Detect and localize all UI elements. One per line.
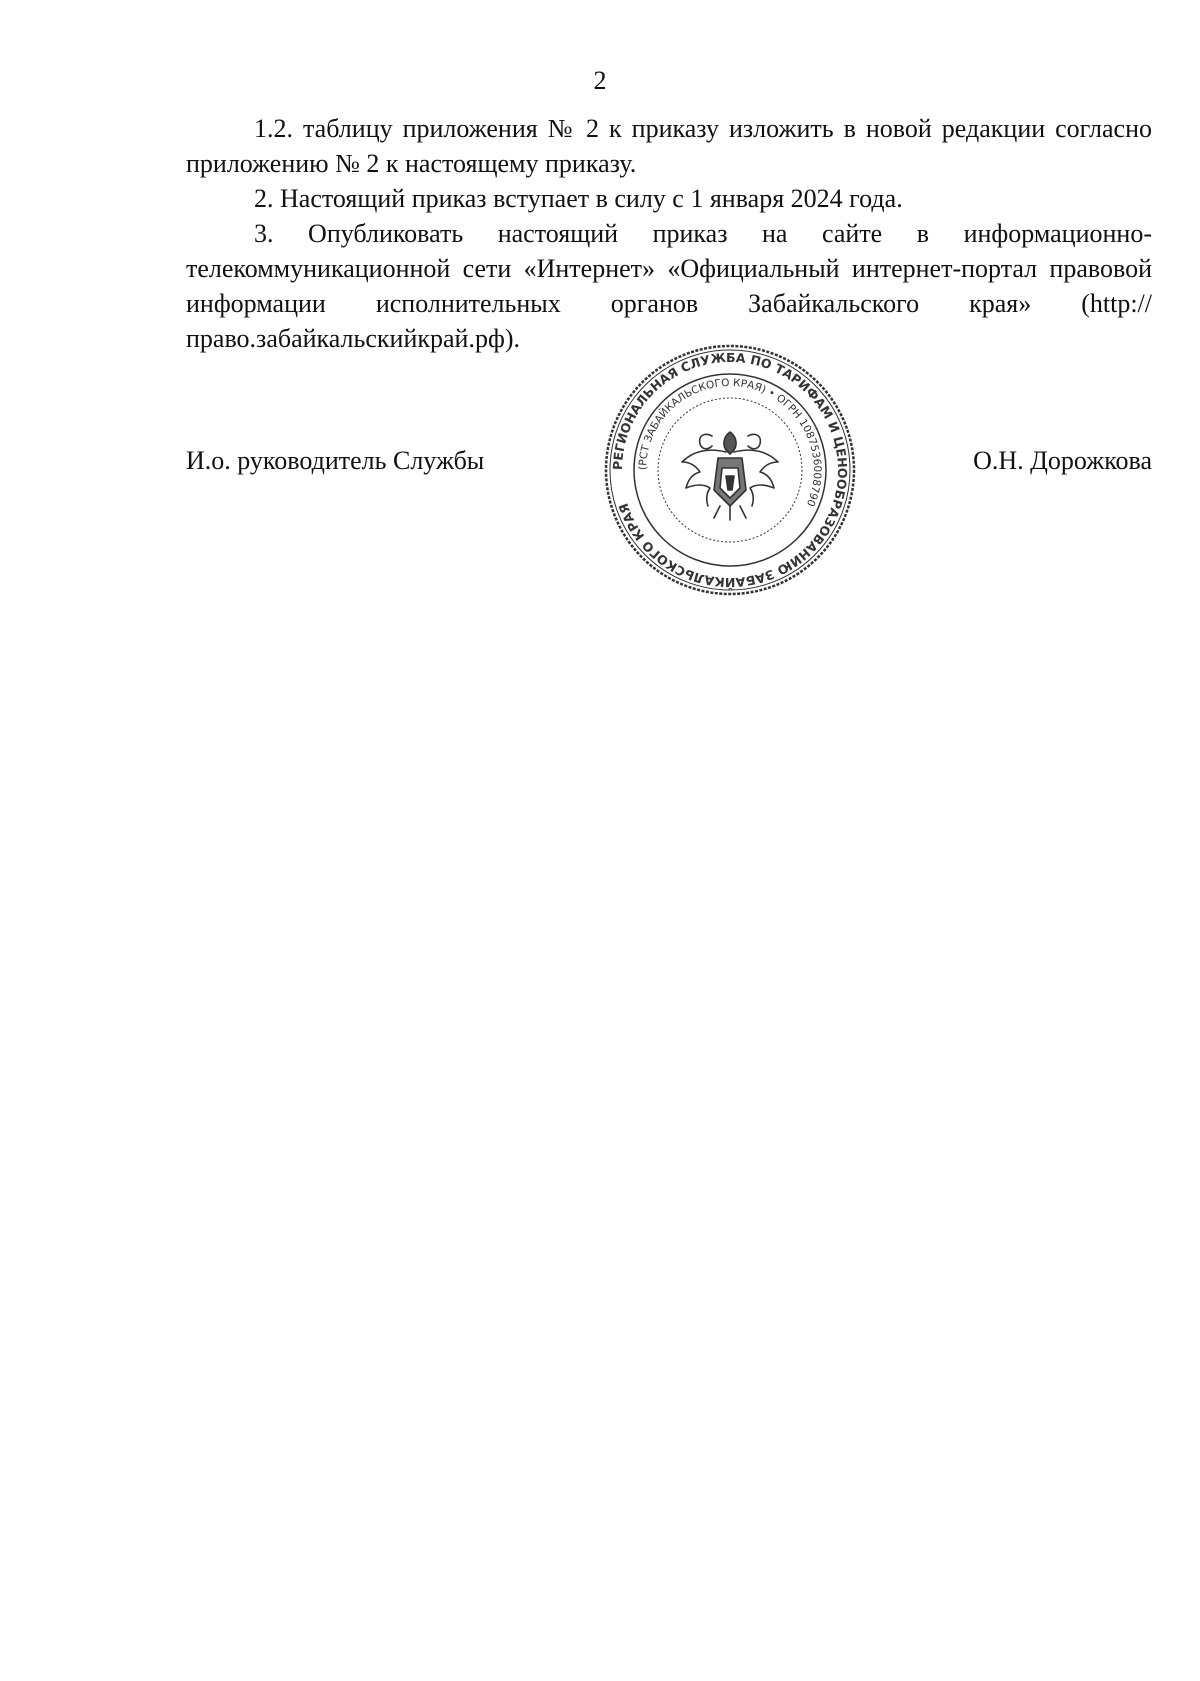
page-number: 2 bbox=[593, 66, 607, 95]
seal-inner-text: (РСТ ЗАБАЙКАЛЬСКОГО КРАЯ) • ОГРН 1087536008790 bbox=[636, 376, 824, 509]
signatory-name: О.Н. Дорожкова bbox=[973, 446, 1152, 475]
seal-outer-text: РЕГИОНАЛЬНАЯ СЛУЖБА ПО ТАРИФАМ И ЦЕНООБРАЗОВАНИЮ ЗАБАЙКАЛЬСКОГО КРАЯ bbox=[609, 349, 851, 591]
paragraph-1-2: 1.2. таблицу приложения № 2 к приказу изложить в новой редакции согласно приложению № 2 к настоящему приказу. bbox=[186, 114, 1152, 178]
official-seal bbox=[600, 340, 860, 600]
paragraph-3: 3. Опубликовать настоящий приказ на сайте в информационно-телекоммуникационной сети «Интернет» «Официальный интернет-портал правовой информации исполнительных органов Забайкальского края» (http://право.забайкальскийкрай.рф). bbox=[186, 219, 1152, 353]
signatory-title: И.о. руководитель Службы bbox=[186, 446, 485, 475]
paragraph-2: 2. Настоящий приказ вступает в силу с 1 января 2024 года. bbox=[254, 184, 903, 213]
coat-of-arms-emblem bbox=[682, 432, 778, 520]
document-body bbox=[186, 111, 1152, 356]
